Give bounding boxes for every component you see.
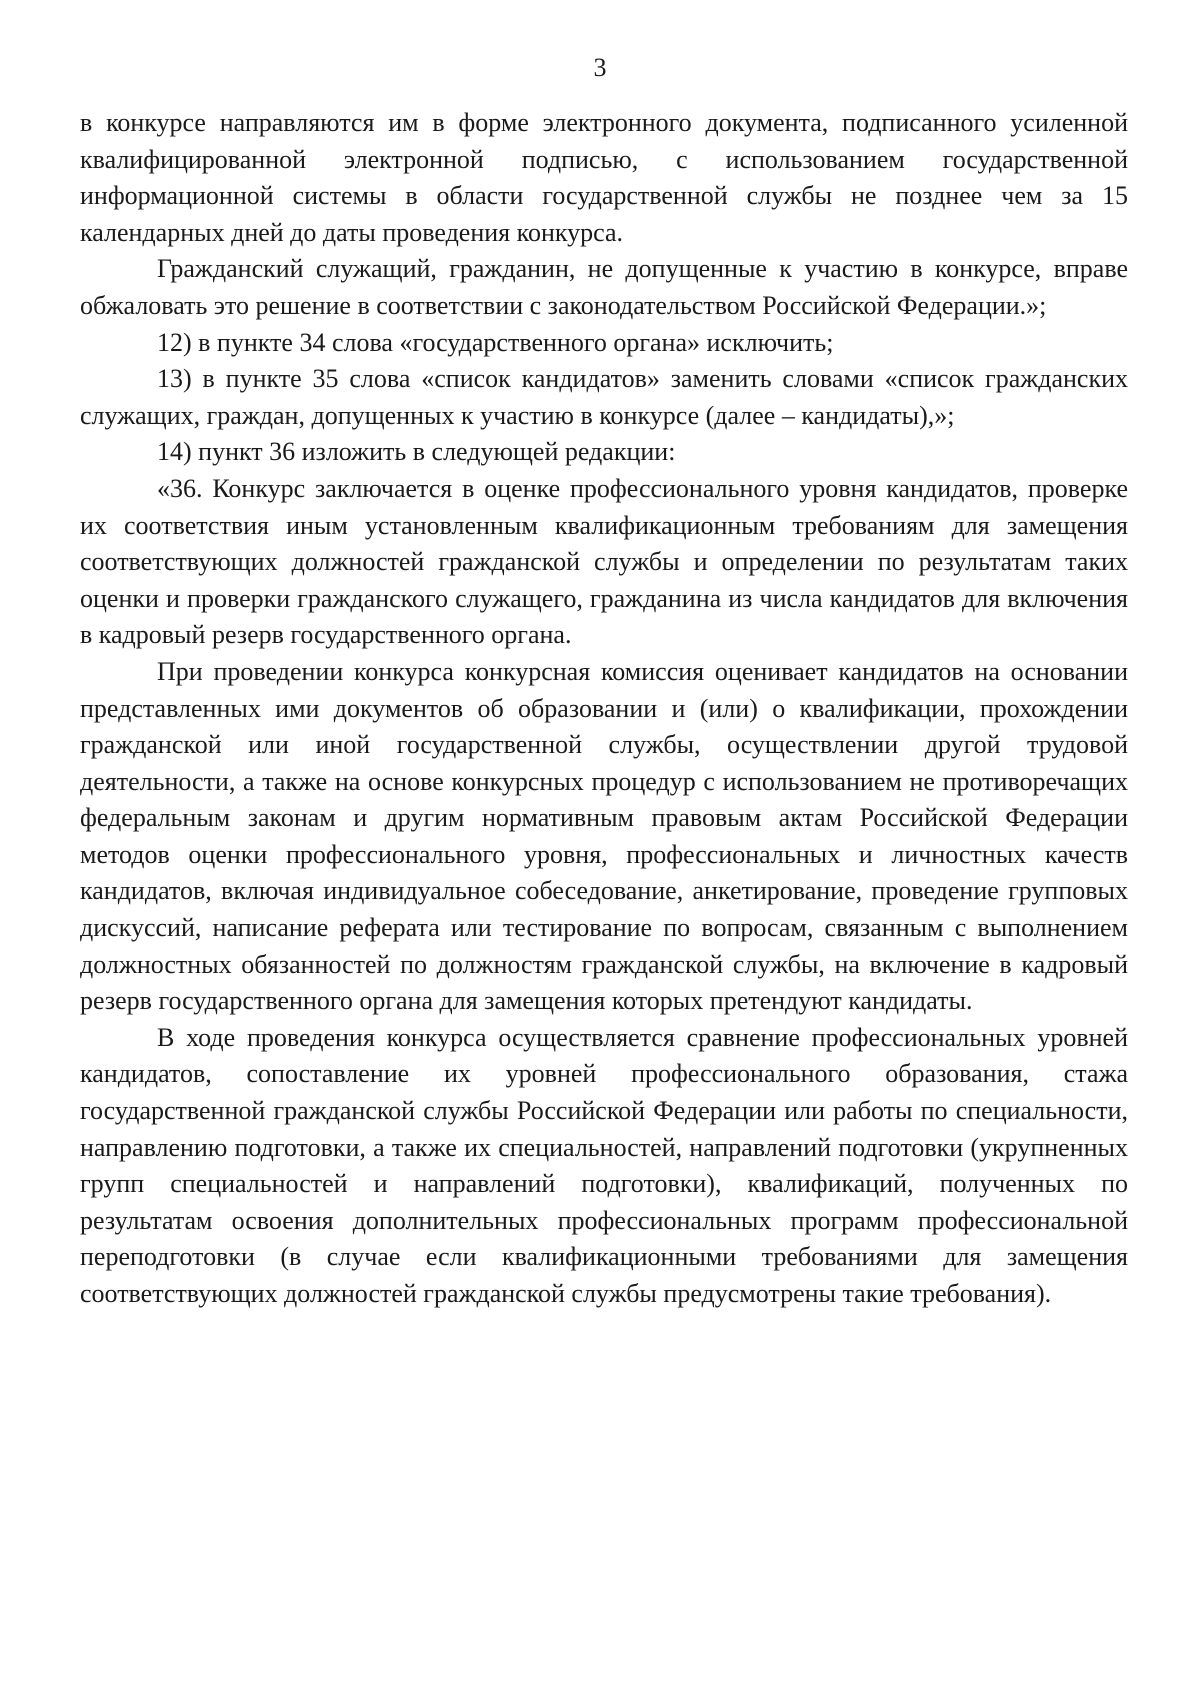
page-number: 3 <box>593 53 607 82</box>
document-body <box>80 105 1128 1313</box>
paragraph-evaluation-methods: При проведении конкурса конкурсная комиссия оценивает кандидатов на основании представленных ими документов об образовании и (или) о квалификации, прохождении гражданской или иной государственной службы, осуществлении другой трудовой деятельности, а также на основе конкурсных процедур с использованием не противоречащих федеральным законам и другим нормативным правовым актам Российской Федерации методов оценки профессионального уровня, профессиональных и личностных качеств кандидатов, включая индивидуальное собеседование, анкетирование, проведение групповых дискуссий, написание реферата или тестирование по вопросам, связанным с выполнением должностных обязанностей по должностям гражданской службы, на включение в кадровый резерв государственного органа для замещения которых претендуют кандидаты. <box>80 656 1128 1016</box>
paragraph-continuation: в конкурсе направляются им в форме электронного документа, подписанного усиленной квалифицированной электронной подписью, с использованием государственной информационной системы в области государственной службы не позднее чем за 15 календарных дней до даты проведения конкурса. <box>80 108 1128 247</box>
paragraph-item-14: 14) пункт 36 изложить в следующей редакции: <box>157 437 676 467</box>
paragraph-item-12: 12) в пункте 34 слова «государственного органа» исключить; <box>157 327 834 357</box>
paragraph-comparison: В ходе проведения конкурса осуществляется сравнение профессиональных уровней кандидатов, сопоставление их уровней профессионального образования, стажа государственной гражданской службы Российской Федерации или работы по специальности, направлению подготовки, а также их специальностей, направлений подготовки (укрупненных групп специальностей и направлений подготовки), квалификаций, полученных по результатам освоения дополнительных профессиональных программ профессиональной переподготовки (в случае если квалификационными требованиями для замещения соответствующих должностей гражданской службы предусмотрены такие требования). <box>80 1022 1128 1308</box>
paragraph-item-13: 13) в пункте 35 слова «список кандидатов» заменить словами «список гражданских служащих, граждан, допущенных к участию в конкурсе (далее – кандидаты),»; <box>80 364 1128 430</box>
paragraph-clause-36: «36. Конкурс заключается в оценке профессионального уровня кандидатов, проверке их соответствия иным установленным квалификационным требованиям для замещения соответствующих должностей гражданской службы и определении по результатам таких оценки и проверки гражданского служащего, гражданина из числа кандидатов для включения в кадровый резерв государственного органа. <box>80 473 1128 650</box>
paragraph-appeal-right: Гражданский служащий, гражданин, не допущенные к участию в конкурсе, вправе обжаловать это решение в соответствии с законодательством Российской Федерации.»; <box>80 254 1128 320</box>
